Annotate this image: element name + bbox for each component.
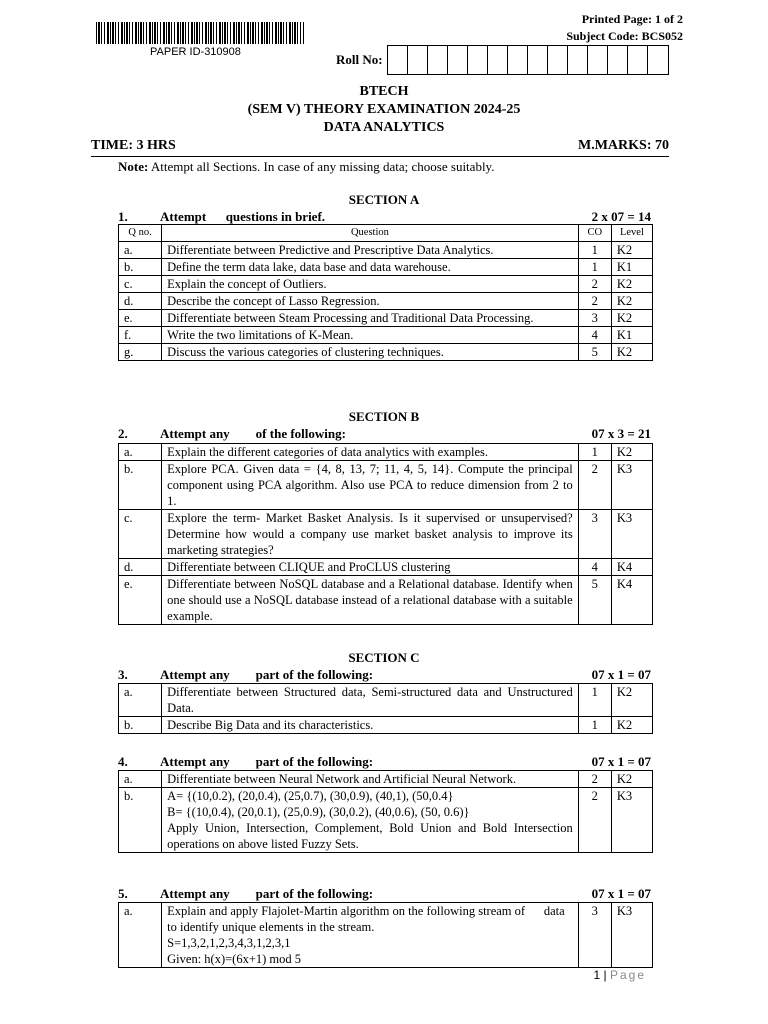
q1-text: Attempt questions in brief. — [160, 209, 326, 224]
table-row — [119, 327, 653, 344]
page-separator: | — [603, 968, 607, 982]
q3-num: 3. — [118, 667, 128, 682]
q-text: Differentiate between Predictive and Prescriptive Data Analytics. — [162, 242, 579, 259]
q-level: K2 — [611, 771, 652, 788]
q-text: Describe Big Data and its characteristics. — [162, 717, 579, 734]
q-level: K2 — [611, 344, 652, 361]
q-text: Explore PCA. Given data = {4, 8, 13, 7; 11, 4, 5, 14}. Compute the principal component using PCA algorithm. Also use PCA to reduce dimension from 2 to 1. — [162, 461, 579, 510]
q-text: Explain the concept of Outliers. — [162, 276, 579, 293]
q-text: Differentiate between Structured data, Semi-structured data and Unstructured Data. — [162, 684, 579, 717]
q-co: 2 — [578, 771, 611, 788]
col-level: Level — [611, 225, 652, 242]
roll-boxes[interactable] — [387, 45, 669, 75]
q5-text: Attempt any part of the following: — [160, 886, 374, 901]
q-level: K3 — [611, 461, 652, 510]
q-text — [162, 903, 579, 968]
fuzzy-set-b: B= {(10,0.4), (20,0.1), (25,0.9), (30,0.2), (40,0.6), (50, 0.6)} — [167, 805, 470, 819]
table-row — [119, 310, 653, 327]
q-level: K2 — [611, 242, 652, 259]
q-level: K1 — [611, 259, 652, 276]
q-co: 5 — [578, 576, 611, 625]
fm-question: Explain and apply Flajolet-Martin algorithm on the following stream of data to identify unique elements in the stream. — [167, 904, 568, 934]
q-no: e. — [119, 576, 162, 625]
q1-marks: 2 x 07 = 14 — [591, 209, 651, 224]
table-row — [119, 259, 653, 276]
paper-id: PAPER ID-310908 — [150, 46, 241, 58]
table-header-row — [119, 225, 653, 242]
q-level: K2 — [611, 717, 652, 734]
q-co: 3 — [578, 310, 611, 327]
table-row — [119, 717, 653, 734]
divider — [91, 156, 669, 157]
q-text: Define the term data lake, data base and data warehouse. — [162, 259, 579, 276]
q-co: 5 — [578, 344, 611, 361]
time: TIME: 3 HRS — [91, 138, 176, 153]
q-text: Discuss the various categories of clustering techniques. — [162, 344, 579, 361]
q-level: K4 — [611, 576, 652, 625]
section-b-table — [118, 443, 653, 625]
q-co: 1 — [578, 444, 611, 461]
table-row — [119, 461, 653, 510]
table-row — [119, 276, 653, 293]
table-row — [119, 293, 653, 310]
q2-text: Attempt any of the following: — [160, 426, 346, 441]
time-marks-line — [91, 138, 669, 154]
q-no: d. — [119, 293, 162, 310]
q-no: b. — [119, 259, 162, 276]
printed-page: Printed Page: 1 of 2 — [581, 12, 683, 26]
q2-marks: 07 x 3 = 21 — [591, 426, 651, 441]
section-a-table — [118, 224, 653, 361]
max-marks: M.MARKS: 70 — [578, 138, 669, 153]
q-co: 2 — [578, 788, 611, 853]
q-text: Write the two limitations of K-Mean. — [162, 327, 579, 344]
printed-info — [566, 11, 683, 45]
page-word: Page — [609, 968, 646, 982]
q-co: 1 — [578, 684, 611, 717]
section-b-title: SECTION B — [348, 409, 420, 424]
q-no: c. — [119, 510, 162, 559]
q-level: K1 — [611, 327, 652, 344]
fm-hash: Given: h(x)=(6x+1) mod 5 — [167, 952, 302, 966]
q-level: K4 — [611, 559, 652, 576]
q-text: Differentiate between Neural Network and Artificial Neural Network. — [162, 771, 579, 788]
page-footer — [593, 968, 646, 982]
table-row — [119, 510, 653, 559]
q-no: b. — [119, 788, 162, 853]
q5-marks: 07 x 1 = 07 — [591, 886, 651, 901]
table-row — [119, 903, 653, 968]
q3-text: Attempt any part of the following: — [160, 667, 374, 682]
fuzzy-instruction: Apply Union, Intersection, Complement, Bold Union and Bold Intersection operations on above listed Fuzzy Sets. — [167, 821, 573, 851]
table-row — [119, 444, 653, 461]
q-no: a. — [119, 771, 162, 788]
note — [118, 159, 494, 175]
q4-table — [118, 770, 653, 853]
q-no: c. — [119, 276, 162, 293]
q-no: f. — [119, 327, 162, 344]
q5-num: 5. — [118, 886, 128, 901]
fm-stream: S=1,3,2,1,2,3,4,3,1,2,3,1 — [167, 936, 291, 950]
q5-table — [118, 902, 653, 968]
q-level: K2 — [611, 293, 652, 310]
q-co: 4 — [578, 327, 611, 344]
q-co: 3 — [578, 510, 611, 559]
q-level: K3 — [611, 510, 652, 559]
table-row — [119, 684, 653, 717]
q-co: 2 — [578, 276, 611, 293]
col-qno: Q no. — [119, 225, 162, 242]
q-text: Differentiate between Steam Processing and Traditional Data Processing. — [162, 310, 579, 327]
q-no: b. — [119, 717, 162, 734]
q-co: 2 — [578, 293, 611, 310]
q-co: 4 — [578, 559, 611, 576]
table-row — [119, 559, 653, 576]
q4-marks: 07 x 1 = 07 — [591, 754, 651, 769]
q4-text: Attempt any part of the following: — [160, 754, 374, 769]
q-level: K2 — [611, 684, 652, 717]
q-co: 1 — [578, 717, 611, 734]
page-number: 1 — [593, 968, 601, 982]
table-row — [119, 788, 653, 853]
degree: BTECH — [359, 84, 409, 99]
q-text: Describe the concept of Lasso Regression. — [162, 293, 579, 310]
q4-num: 4. — [118, 754, 128, 769]
q-no: a. — [119, 242, 162, 259]
note-text: Attempt all Sections. In case of any missing data; choose suitably. — [150, 159, 495, 174]
q-level: K2 — [611, 310, 652, 327]
q-no: b. — [119, 461, 162, 510]
q-no: d. — [119, 559, 162, 576]
q-co: 1 — [578, 259, 611, 276]
q-no: a. — [119, 444, 162, 461]
table-row — [119, 344, 653, 361]
q1-num: 1. — [118, 209, 128, 224]
col-question: Question — [162, 225, 579, 242]
roll-number — [336, 45, 669, 75]
q-co: 1 — [578, 242, 611, 259]
q3-table — [118, 683, 653, 734]
q-no: a. — [119, 684, 162, 717]
q3-marks: 07 x 1 = 07 — [591, 667, 651, 682]
section-c-title: SECTION C — [348, 650, 420, 665]
subject-code: Subject Code: BCS052 — [566, 29, 683, 43]
q-text — [162, 788, 579, 853]
note-label: Note: — [118, 159, 149, 174]
q-level: K2 — [611, 276, 652, 293]
q-level: K3 — [611, 903, 652, 968]
q-text: Explain the different categories of data analytics with examples. — [162, 444, 579, 461]
exam-title: (SEM V) THEORY EXAMINATION 2024-25 — [247, 102, 521, 117]
q-text: Differentiate between CLIQUE and ProCLUS clustering — [162, 559, 579, 576]
table-row — [119, 771, 653, 788]
q-co: 3 — [578, 903, 611, 968]
q-text: Explore the term- Market Basket Analysis. Is it supervised or unsupervised? Determine how would a company use market basket analysis to improve its marketing strategies? — [162, 510, 579, 559]
col-co: CO — [578, 225, 611, 242]
table-row — [119, 242, 653, 259]
q2-num: 2. — [118, 426, 128, 441]
subject-title: DATA ANALYTICS — [323, 120, 445, 135]
section-a-title: SECTION A — [348, 192, 420, 207]
q-no: e. — [119, 310, 162, 327]
fuzzy-set-a: A= {(10,0.2), (20,0.4), (25,0.7), (30,0.9), (40,1), (50,0.4} — [167, 789, 454, 803]
q-no: a. — [119, 903, 162, 968]
barcode — [96, 22, 304, 44]
q-level: K3 — [611, 788, 652, 853]
roll-label: Roll No: — [336, 52, 383, 67]
q-co: 2 — [578, 461, 611, 510]
q-no: g. — [119, 344, 162, 361]
q-level: K2 — [611, 444, 652, 461]
table-row — [119, 576, 653, 625]
q-text: Differentiate between NoSQL database and a Relational database. Identify when one should use a NoSQL database instead of a relational database with a suitable example. — [162, 576, 579, 625]
